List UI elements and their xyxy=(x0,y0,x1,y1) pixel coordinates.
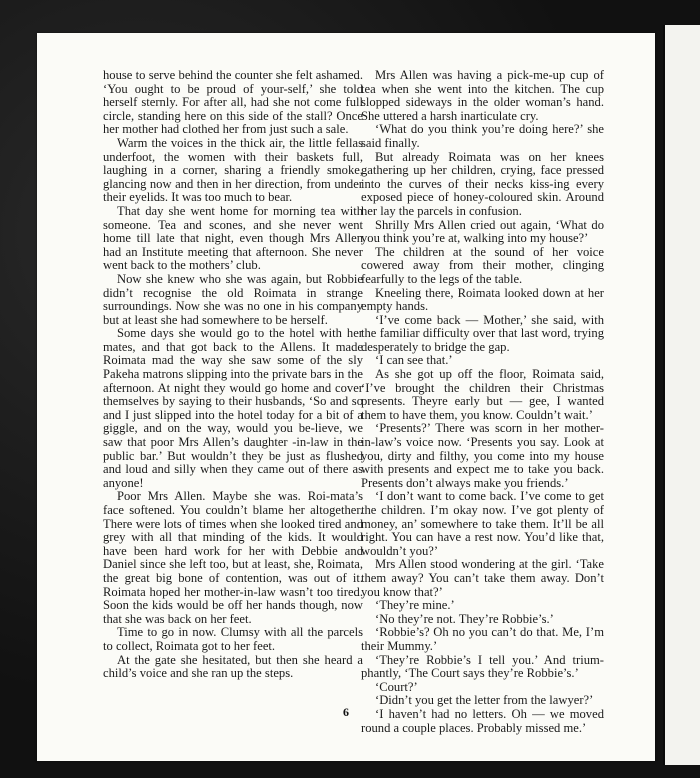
paragraph: ‘They’re Robbie’s I tell you.’ And trium-phantly, ‘The Court says they’re Robbie’s.’ xyxy=(361,652,604,681)
paragraph: ‘Court?’ xyxy=(375,679,418,694)
paragraph: Kneeling there, Roimata looked down at her empty hands. xyxy=(361,285,604,314)
paragraph: house to serve behind the counter she felt ashamed. ‘You ought to be proud of your-self,’ she told herself sternly. For after all, had she not come full circle, standing here on this side of the stall? Once her mother had clothed her from just such a sale. xyxy=(103,68,363,137)
paragraph: Shrilly Mrs Allen cried out again, ‘What do you think you’re at, walking into my house?’ xyxy=(361,217,604,246)
paragraph: Some days she would go to the hotel with her mates, and that got back to the Allens. It made Roimata mad the way she saw some of the sly Pakeha matrons slipping into the private bars in the afternoon. At night they would go home and cover themselves by saying to their husbands, ‘So and so and I just slipped into the hotel today for a bit of a giggle, and on the way, would you be-lieve, we saw that poor Mrs Allen’s daughter -in-law in the public bar.’ But wouldn’t they be just as flushed and loud and silly when they came out of there as anyone! xyxy=(103,326,363,490)
book-page xyxy=(37,33,655,761)
paragraph: Time to go in now. Clumsy with all the parcels to collect, Roimata got to her feet. xyxy=(103,625,363,653)
paragraph: At the gate she hesitated, but then she heard a child’s voice and she ran up the steps. xyxy=(103,652,363,681)
paragraph: ‘No they’re not. They’re Robbie’s.’ xyxy=(375,611,554,626)
paragraph: ‘What do you think you’re doing here?’ she said finally. xyxy=(361,122,604,150)
paragraph: ‘I don’t want to come back. I’ve come to get the children. I’m okay now. I’ve got plenty of money, an’ somewhere to take them. It’ll be all right. You can have a rest now. You’d like that, wouldn’t you?’ xyxy=(361,489,604,558)
right-column xyxy=(361,69,604,735)
paragraph: ‘I can see that.’ xyxy=(375,353,453,368)
paragraph: The children at the sound of her voice cowered away from their mother, clinging fearfully to the legs of the table. xyxy=(361,244,604,286)
paragraph: But already Roimata was on her knees gathering up her children, crying, face pressed into the curves of their necks kiss-ing every exposed piece of honey-coloured skin. Around her lay the parcels in confusion. xyxy=(361,149,604,218)
paragraph: ‘Presents?’ There was scorn in her mother-in-law’s voice now. ‘Presents you say. Look at you, dirty and filthy, you come into my house with presents and expect me to take you back. Presents don’t always make you friends.’ xyxy=(361,421,604,490)
paragraph: ‘Didn’t you get the letter from the lawyer?’ xyxy=(375,693,594,708)
paragraph: Mrs Allen was having a pick-me-up cup of tea when she went into the kitchen. The cup slopped sideways in the older woman’s hand. She uttered a harsh inarticulate cry. xyxy=(361,68,604,123)
paragraph: Poor Mrs Allen. Maybe she was. Roi-mata’s face softened. You couldn’t blame her altogether. There were lots of times when she looked tired and grey with all that minding of the kids. It would have been hard work for her with Debbie and Daniel since she left too, but at least, she, Roimata, the great big bone of contention, was out of it. Roimata hoped her mother-in-law wasn’t too tired. Soon the kids would be off her hands though, now that she was back on her feet. xyxy=(103,489,363,626)
paragraph: ‘I’ve come back — Mother,’ she said, with the familiar difficulty over that last word, trying desperately to bridge the gap. xyxy=(361,312,604,354)
paragraph: That day she went home for morning tea with someone. Tea and scones, and she never went home till late that night, even though Mrs Allen had an Institute meeting that afternoon. She never went back to the mothers’ club. xyxy=(103,203,363,273)
paragraph: Now she knew who she was again, but Robbie didn’t recognise the old Roimata in strange surroundings. Now she was no one in his company but at least she had somewhere to be herself. xyxy=(103,271,363,327)
paragraph: ‘I haven’t had no letters. Oh — we moved round a couple places. Probably missed me.’ xyxy=(361,706,604,735)
page-number: 6 xyxy=(343,705,349,719)
paragraph: ‘They’re mine.’ xyxy=(375,598,455,613)
paragraph: ‘Robbie’s? Oh no you can’t do that. Me, I’m their Mummy.’ xyxy=(361,625,604,653)
paragraph: Warm the voices in the thick air, the little fellas underfoot, the women with their baskets full, laughing in a corner, sharing a friendly smoke, glancing now and then in her direction, from under their eyelids. It was too much to bear. xyxy=(103,135,363,205)
left-column xyxy=(103,69,363,681)
paragraph: Mrs Allen stood wondering at the girl. ‘Take them away? You can’t take them away. Don’t you know that?’ xyxy=(361,557,604,599)
adjacent-page-edge xyxy=(663,25,700,765)
paragraph: As she got up off the floor, Roimata said, ‘I’ve brought the children their Christmas presents. Theyre early but — gee, I wanted them to have them, you know. Couldn’t wait.’ xyxy=(361,367,604,422)
